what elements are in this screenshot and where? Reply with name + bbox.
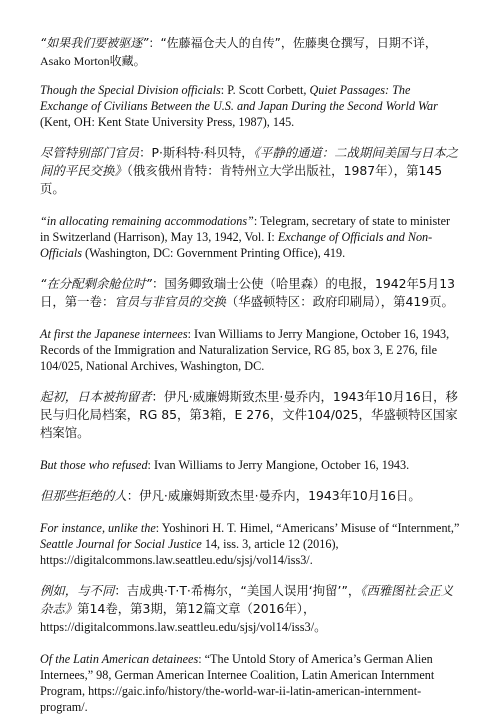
note-title: Exchange of Officials and Non-Officials: [40, 230, 433, 260]
note-title: 《西雅图社会正义杂志》: [40, 583, 454, 616]
note-text: （俄亥俄州肯特：肯特州立大学出版社，1987年），第145页。: [40, 163, 443, 196]
note-text: : Ivan Williams to Jerry Mangione, October 16, 1943.: [147, 458, 410, 472]
note-title: Quiet Passages: The Exchange of Civilians Between the U.S. and Japan During the Second World War: [40, 83, 438, 113]
note-text: : Ivan Williams to Jerry Mangione, October 16, 1943, Records of the Immigration and Naturalization Service, RG 85, box 3, E 276, file 104/025, National Archives, Washington, DC.: [40, 327, 450, 373]
note-text: : Telegram, secretary of state to minister in Switzerland (Harrison), May 13, 1942, Vol. I:: [40, 214, 451, 244]
note-text: ：国务卿致瑞士公使（哈里森）的电报，1942年5月13日，第一卷：: [40, 276, 455, 309]
note-zh-6: [40, 582, 460, 636]
note-zh-2: [40, 144, 460, 198]
note-en-4: [40, 457, 460, 473]
note-lead: 但那些拒绝的人: [40, 488, 127, 503]
note-text: 第14卷，第3期，第12篇文章（2016年），: [77, 601, 316, 616]
note-lead: But those who refused: [40, 458, 148, 472]
note-text: : “The Untold Story of America’s German Alien Internees,” 98, German American Internee Coalition, Latin American Internment Program, https://gaic.info/history/the-world-war-ii-latin-american-internment-program/.: [40, 652, 435, 714]
note-text: : P. Scott Corbett,: [220, 83, 310, 97]
note-zh-3: [40, 275, 460, 311]
note-zh-5: [40, 487, 460, 505]
note-text: ：伊凡·威廉姆斯致杰里·曼乔内，1943年10月16日。: [126, 488, 421, 503]
note-en-5: [40, 520, 460, 568]
note-title: 官员与非官员的交换: [114, 294, 226, 309]
note-url: https://digitalcommons.law.seattleu.edu/sjsj/vol14/iss3/。: [40, 620, 327, 634]
note-en-1: [40, 82, 460, 130]
note-zh-1: [40, 34, 460, 70]
note-text: 14, iss. 3, article 12 (2016), https://digitalcommons.law.seattleu.edu/sjsj/vol14/iss3/.: [40, 537, 339, 567]
note-title: 《平静的通道：二战期间美国与日本之间的平民交换》: [40, 145, 459, 178]
note-lead: Of the Latin American detainees: [40, 652, 199, 666]
note-text: (Washington, DC: Government Printing Office), 419.: [81, 246, 346, 260]
note-lead: Though the Special Division officials: [40, 83, 221, 97]
note-en-3: [40, 326, 460, 374]
note-lead: 例如，与不同: [40, 583, 115, 598]
note-en-2: [40, 213, 460, 261]
note-text: : Yoshinori H. T. Himel, “Americans’ Misuse of “Internment,”: [155, 521, 460, 535]
note-text: ：P·斯科特·科贝特，: [139, 145, 254, 160]
note-lead: 尽管特别部门官员: [40, 145, 140, 160]
note-lead: 起初，日本被拘留者: [40, 389, 152, 404]
note-text: (Kent, OH: Kent State University Press, 1987), 145.: [40, 115, 295, 129]
note-en-6: [40, 651, 460, 715]
note-text: ：“佐藤福仓夫人的自传”，佐藤奥仓撰写，日期不详，: [148, 36, 437, 50]
note-zh-4: [40, 388, 460, 442]
note-text: ：伊凡·威廉姆斯致杰里·曼乔内，1943年10月16日，移民与归化局档案，RG 85，第3箱，E 276，文件104/025，华盛顿特区国家档案馆。: [40, 389, 458, 440]
note-title: Seattle Journal for Social Justice: [40, 537, 202, 551]
note-lead: “in allocating remaining accommodations”: [40, 214, 254, 228]
note-lead: “如果我们要被驱逐”: [40, 36, 149, 50]
note-lead: At first the Japanese internees: [40, 327, 188, 341]
note-text: （华盛顿特区：政府印刷局），第419页。: [225, 294, 454, 309]
note-lead: For instance, unlike the: [40, 521, 156, 535]
note-text: Asako Morton收藏。: [40, 54, 146, 68]
note-lead: “在分配剩余舱位时”: [40, 276, 152, 291]
note-text: ：吉成典·T·T·希梅尔，“美国人误用‘拘留’”，: [114, 583, 361, 598]
